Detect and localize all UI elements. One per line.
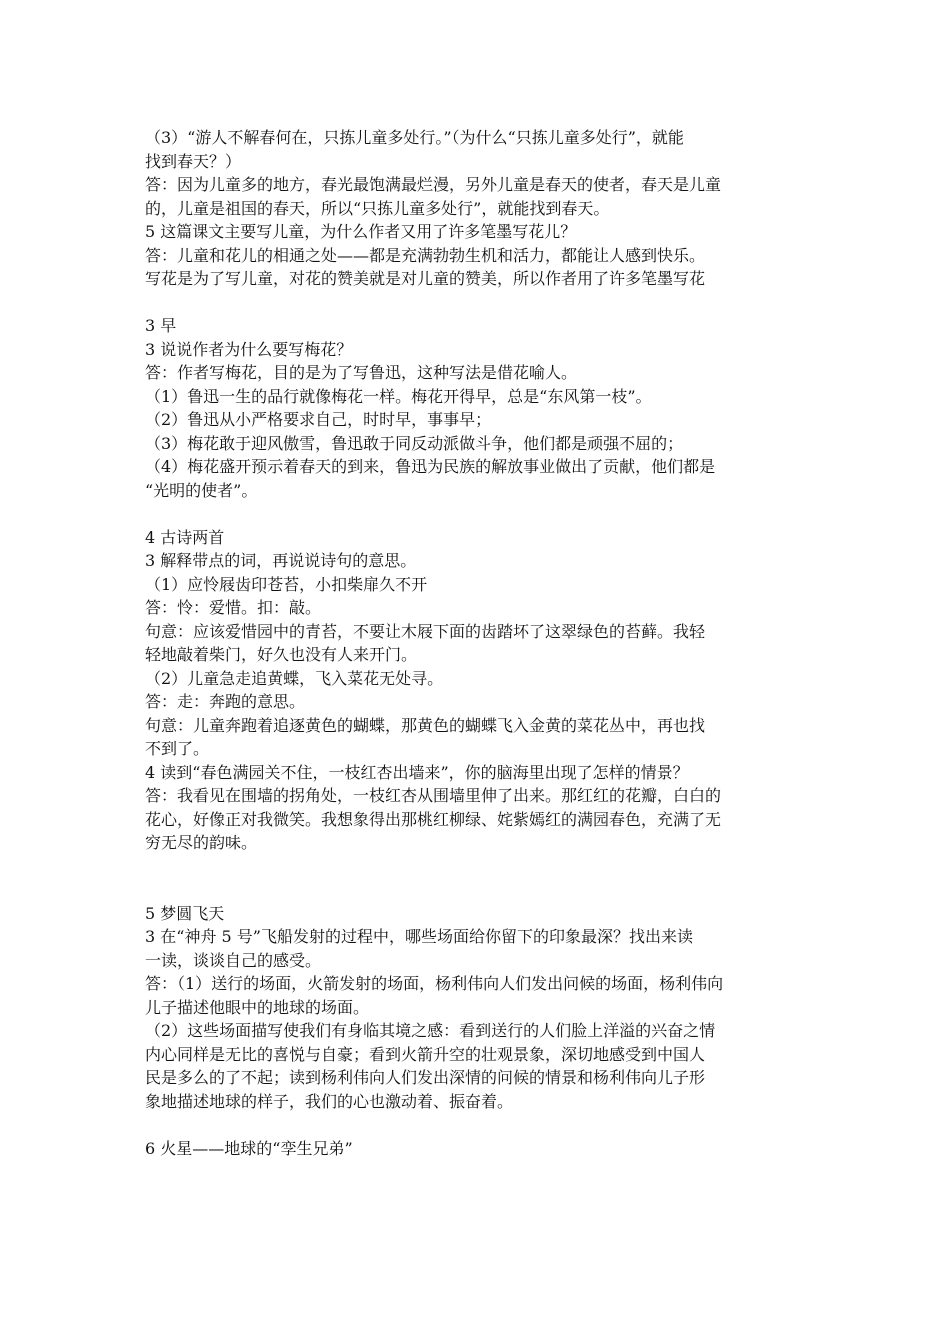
- text-line: “光明的使者”。: [145, 480, 258, 500]
- text-line: 答：走：奔跑的意思。: [145, 692, 306, 711]
- text-line: （2）这些场面描写使我们有身临其境之感：看到送行的人们脸上洋溢的兴奋之情: [145, 1021, 716, 1040]
- text-line: 答：因为儿童多的地方，春光最饱满最烂漫，另外儿童是春天的使者，春天是儿童: [145, 175, 722, 194]
- text-line: （4）梅花盛开预示着春天的到来，鲁迅为民族的解放事业做出了贡献，他们都是: [145, 457, 716, 476]
- text-line: 句意：应该爱惜园中的青苔，不要让木屐下面的齿踏坏了这翠绿色的苔藓。我轻: [145, 621, 706, 641]
- blank-line: [145, 878, 810, 902]
- text-line: （3）“游人不解春何在，只拣儿童多处行。”（为什么“只拣儿童多处行”，就能: [145, 128, 684, 147]
- section-heading: 6 火星——地球的“孪生兄弟”: [145, 1138, 353, 1158]
- text-line: 句意：儿童奔跑着追逐黄色的蝴蝶，那黄色的蝴蝶飞入金黄的菜花丛中，再也找: [145, 715, 706, 735]
- document-body: [145, 126, 810, 1160]
- blank-line: [145, 1113, 810, 1137]
- text-line: 3 在“神舟 5 号”飞船发射的过程中，哪些场面给你留下的印象最深？找出来读: [145, 927, 693, 946]
- text-line: 答：怜：爱惜。扣：敲。: [145, 598, 322, 617]
- text-line: 3 说说作者为什么要写梅花？: [145, 339, 353, 359]
- text-line: 答：我看见在围墙的拐角处，一枝红杏从围墙里伸了出来。那红红的花瓣，白白的: [145, 786, 722, 805]
- section-heading: 5 梦圆飞天: [145, 903, 225, 923]
- text-line: 穷无尽的韵味。: [145, 833, 258, 852]
- blank-line: [145, 291, 810, 315]
- text-line: （1）鲁迅一生的品行就像梅花一样。梅花开得早，总是“东风第一枝”。: [145, 386, 652, 406]
- blank-line: [145, 855, 810, 879]
- text-line: 答：儿童和花儿的相通之处——都是充满勃勃生机和活力，都能让人感到快乐。: [145, 245, 706, 265]
- text-line: 答：作者写梅花，目的是为了写鲁迅，这种写法是借花喻人。: [145, 363, 578, 382]
- blank-line: [145, 502, 810, 526]
- text-line: 轻地敲着柴门，好久也没有人来开门。: [145, 645, 418, 664]
- text-line: 写花是为了写儿童，对花的赞美就是对儿童的赞美，所以作者用了许多笔墨写花: [145, 269, 706, 288]
- text-line: 儿子描述他眼中的地球的场面。: [145, 997, 370, 1017]
- text-line: 5 这篇课文主要写儿童，为什么作者又用了许多笔墨写花儿？: [145, 222, 577, 241]
- text-line: （2）鲁迅从小严格要求自己，时时早，事事早；: [145, 410, 492, 429]
- text-line: 找到春天？）: [145, 151, 242, 171]
- section-heading: 4 古诗两首: [145, 527, 225, 547]
- section-heading: 3 早: [145, 316, 177, 335]
- text-line: 的，儿童是祖国的春天，所以“只拣儿童多处行”，就能找到春天。: [145, 198, 610, 218]
- text-line: 象地描述地球的样子，我们的心也激动着、振奋着。: [145, 1091, 514, 1111]
- text-line: 答：（1）送行的场面，火箭发射的场面，杨利伟向人们发出问候的场面，杨利伟向: [145, 974, 724, 993]
- text-line: 不到了。: [145, 739, 210, 758]
- text-line: （1）应怜屐齿印苍苔，小扣柴扉久不开: [145, 574, 428, 594]
- text-line: 一读，谈谈自己的感受。: [145, 950, 322, 970]
- text-line: 3 解释带点的词，再说说诗句的意思。: [145, 551, 417, 570]
- text-line: 内心同样是无比的喜悦与自豪；看到火箭升空的壮观景象，深切地感受到中国人: [145, 1044, 706, 1064]
- text-line: （3）梅花敢于迎风傲雪，鲁迅敢于同反动派做斗争，他们都是顽强不屈的；: [145, 433, 684, 453]
- text-line: 民是多么的了不起；读到杨利伟向人们发出深情的问候的情景和杨利伟向儿子形: [145, 1068, 706, 1087]
- text-line: 4 读到“春色满园关不住，一枝红杏出墙来”，你的脑海里出现了怎样的情景？: [145, 762, 689, 782]
- text-line: 花心，好像正对我微笑。我想象得出那桃红柳绿、姹紫嫣红的满园春色，充满了无: [145, 809, 722, 829]
- text-line: （2）儿童急走追黄蝶，飞入菜花无处寻。: [145, 668, 444, 688]
